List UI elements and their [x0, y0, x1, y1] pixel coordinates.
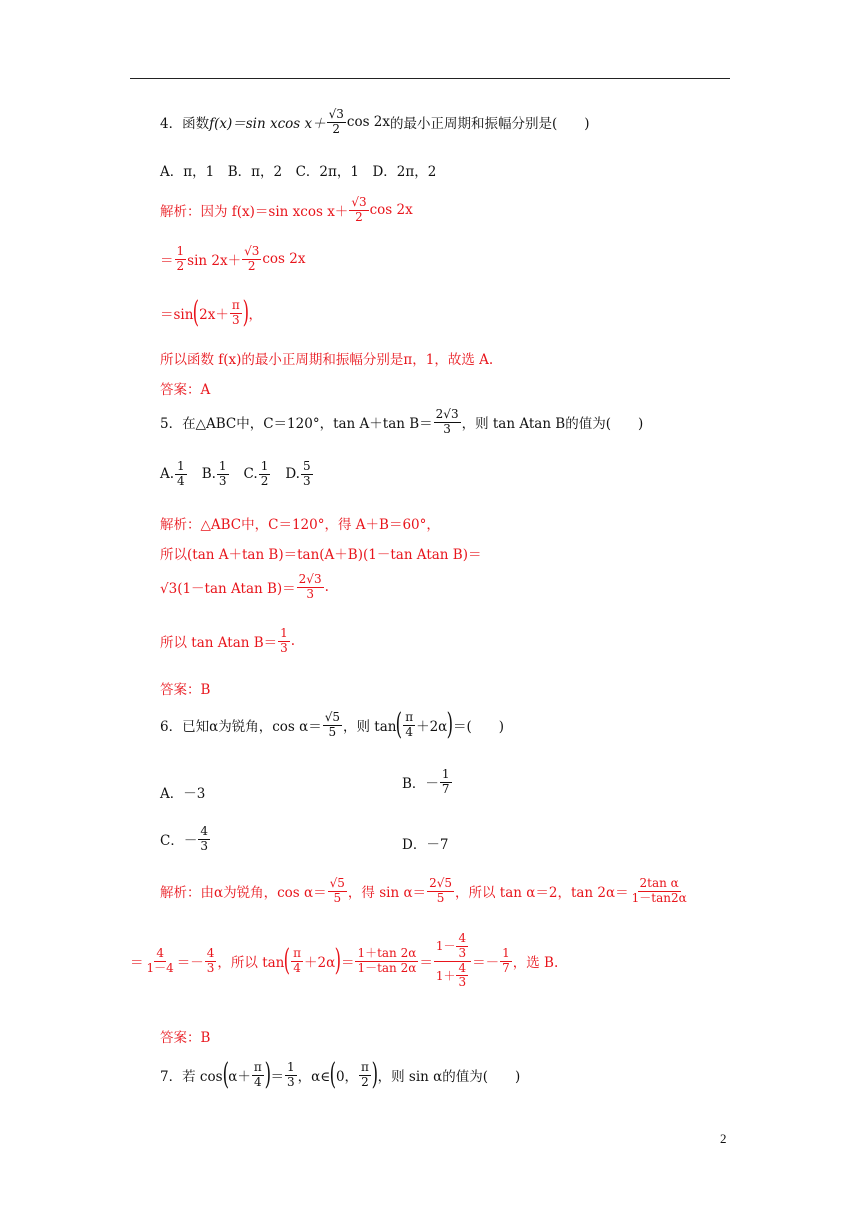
- q6-solution-2: ＝ $\frac{4}{1-4}$ ＝－ $\frac{4}{3}$ ，所以 tan ( $\frac{\pi}{4}$ ＋2α ) ＝ $\frac{1+\tan 2\alpha}{1-\tan 2\alpha}$ ＝ 1－ $\frac{4}{3}$ 1＋ $\frac{4}{3}$ ＝－ $\frac{1}{7}$ ，选 B.: [130, 931, 559, 990]
- q5-answer: 答案：B: [160, 682, 211, 698]
- q4-solution-4: 所以函数 f(x)的最小正周期和振幅分别是π，1，故选 A.: [160, 352, 494, 368]
- q6-answer: 答案：B: [160, 1030, 211, 1046]
- q4-stem: [160, 108, 590, 137]
- q6-choice-a: A．－3: [160, 786, 206, 802]
- page-number: 2: [720, 1131, 727, 1146]
- q4-choices: A．π，1 B．π，2 C．2π，1 D．2π，2: [160, 164, 437, 180]
- header-rule: [130, 78, 730, 79]
- q6-choice-c: C．－ $\frac{4}{3}$: [160, 824, 208, 853]
- q5-stem: 5．在△ABC中，C＝120°，tan A＋tan B＝ $\frac{2√3}{3}$ ，则 tan Atan B的值为( ): [160, 407, 644, 436]
- q6-stem: 6．已知α为锐角，cos α＝ $\frac{√5}{5}$ ，则 tan ( $\frac{\pi}{4}$ ＋2α ) ＝( ): [160, 707, 505, 742]
- q7-stem: 7．若 cos ( α＋ $\frac{\pi}{4}$ ) ＝ $\frac{1}{3}$ ，α∈ ( 0， $\frac{\pi}{2}$ ) ，则 sin α的值为( ): [160, 1057, 521, 1092]
- q4-stem-post: 的最小正周期和振幅分别是( ): [390, 116, 590, 133]
- q4-solution-2: ＝ $\frac{1}{2}$ sin 2x＋ $\frac{√3}{2}$ cos 2x: [160, 244, 306, 273]
- q4-frac: $\frac{√3}{2}$: [328, 107, 344, 136]
- q4-sol-label: 解析：: [160, 204, 201, 221]
- q4-func: f(x)＝sin xcos x＋: [209, 116, 326, 133]
- q5-solution-4: 所以 tan Atan B＝ $\frac{1}{3}$ .: [160, 626, 296, 655]
- q6-solution-1: 解析： 由α为锐角，cos α＝ $\frac{√5}{5}$ ，得 sin α＝ $\frac{2√5}{5}$ ，所以 tan α＝2，tan 2α＝ $\frac{\text{2tan α}}{1-\tan 2\alpha}$: [160, 876, 687, 905]
- q4-answer: 答案：A: [160, 382, 211, 398]
- q5-solution-1: 解析： △ABC中，C＝120°，得 A＋B＝60°，: [160, 517, 440, 533]
- q5-solution-3: √3(1－tan Atan B)＝ $\frac{2√3}{3}$ .: [160, 572, 329, 601]
- q5-choices: A. $\frac{1}{4}$ B. $\frac{1}{3}$ C. $\frac{1}{2}$ D. $\frac{5}{3}$: [160, 459, 311, 488]
- q4-stem-prefix: 4．函数: [160, 116, 210, 133]
- q6-choice-d: D．－7: [402, 837, 449, 853]
- q4-solution-1: 解析： 因为 f(x)＝sin xcos x＋ $\frac{√3}{2}$ cos 2x: [160, 195, 413, 224]
- q5-solution-2: 所以(tan A＋tan B)＝tan(A＋B)(1－tan Atan B)＝: [160, 547, 482, 563]
- q6-choice-b: B．－ $\frac{1}{7}$: [402, 767, 450, 796]
- q4-cos: cos 2x: [346, 114, 391, 131]
- q4-solution-3: ＝sin ( 2x＋ $\frac{\pi}{3}$ ) ，: [160, 295, 262, 330]
